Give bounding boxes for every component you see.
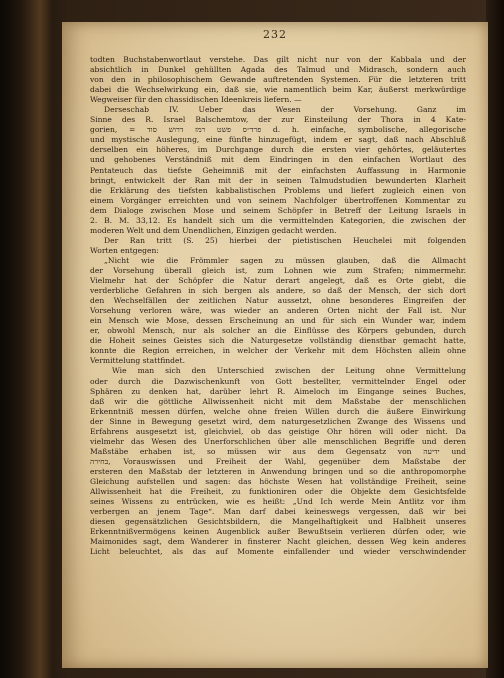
text-line: „Nicht wie die Frömmler sagen zu müssen glauben, daß die Allmacht bbox=[104, 255, 466, 265]
text-line: Erfahrens ausgesetzt ist, gleichviel, ob das geistige Ohr hören will oder nicht. Da bbox=[90, 426, 466, 436]
text-line: Maßstäbe erhaben ist, so müssen wir aus dem Gegensatz von ידיעה und bbox=[90, 446, 466, 456]
text-line: seines Wissens zu entrücken, wie es heißt: „Und Ich werde Mein Antlitz vor ihm bbox=[90, 497, 466, 507]
text-line: dabei die Wechselwirkung ein, daß sie, wie namentlich beim Kar, äußerst merkwürdige bbox=[90, 85, 466, 95]
text-line: Maimonides sagt, dem Wanderer in finsterer Nacht gleichen, dessen Weg kein anderes bbox=[90, 537, 466, 547]
text-line: vielmehr das Wesen des Unerforschlichen über alle menschlichen Begriffe und deren bbox=[90, 436, 466, 446]
text-line: Der Ran tritt (S. 25) hierbei der pietistischen Heuchelei mit folgenden bbox=[104, 235, 466, 245]
text-line: verderbliche Gefahren in sich bergen als andere, so daß der Mensch, der sich dort bbox=[90, 286, 466, 296]
text-line: und gehobenes Verständniß mit dem Eindringen in den einfachen Wortlaut des bbox=[90, 155, 466, 165]
book-edge bbox=[486, 0, 504, 678]
text-line: die Erklärung des tiefsten kabbalistischen Problems und liefert zugleich einen von bbox=[90, 185, 466, 195]
text-line: Allwissenheit hat die Freiheit, zu funktioniren oder die Objekte dem Gesichtsfelde bbox=[90, 487, 466, 497]
text-line: Derseschab IV. Ueber das Wesen der Vorsehung. Ganz im bbox=[104, 105, 466, 115]
text-line: todten Buchstabenwortlaut verstehe. Das gilt nicht nur von der Kabbala und der bbox=[90, 55, 466, 64]
text-line: daß wir die göttliche Allwissenheit nicht mit dem Maßstabe der menschlichen bbox=[90, 396, 466, 406]
text-line: der Sinne in Bewegung gesetzt wird, dem naturgesetzlichen Zwange des Wissens und bbox=[90, 416, 466, 426]
text-line: Sphären zu denken hat, darüber lehrt R. Aimeloch im Eingange seines Buches, bbox=[90, 386, 466, 396]
text-line: Licht beleuchtet, als das auf Momente einfallender und wieder verschwindender bbox=[90, 547, 466, 557]
text-line: gorien, = פרד״ס פשט רמז דרוש סוד d. h. einfache, symbolische, allegorische bbox=[90, 125, 466, 135]
text-line: ersteren den Maßstab der letzteren in Anwendung bringen und so die anthropomorphe bbox=[90, 466, 466, 476]
page-text-block bbox=[90, 55, 466, 557]
book-page bbox=[62, 22, 488, 668]
text-line: der Vorsehung überall gleich ist, zum Lohnen wie zum Strafen; nimmermehr. bbox=[90, 265, 466, 275]
text-line: konnte die Region erreichen, in welcher der Verkehr mit dem Höchsten allein ohne bbox=[90, 346, 466, 356]
text-line: oder durch die Dazwischenkunft von Gott bestellter, vermittelnder Engel oder bbox=[90, 376, 466, 386]
text-line: den Wechselfällen der zeitlichen Natur aussetzt, ohne besonderes Eingreifen der bbox=[90, 296, 466, 306]
text-line: derselben ein höheres, im Durchgange durch die ersten vier gehörtes, geläutertes bbox=[90, 145, 466, 155]
text-line: und mystische Auslegung, eine fünfte hinzugefügt, indem er sagt, daß nach Abschluß bbox=[90, 135, 466, 145]
book-spine-shadow bbox=[0, 0, 70, 678]
text-line: diesen gegensätzlichen Gesichtsbildern, die Mangelhaftigkeit und Halbheit unseres bbox=[90, 517, 466, 527]
text-line: Wie man sich den Unterschied zwischen der Leitung ohne Vermittelung bbox=[112, 366, 466, 376]
text-line: moderen Welt und dem Unendlichen, Einzigen gedacht werden. bbox=[90, 225, 337, 235]
text-line: Wegweiser für den chassidischen Ideenkreis liefern. — bbox=[90, 95, 302, 105]
page-number: 232 bbox=[263, 28, 287, 41]
text-line: absichtlich in Dunkel gehüllten Agada des Talmud und Midrasch, sondern auch bbox=[90, 65, 466, 75]
text-line: er, obwohl Mensch, nur als solcher an die Einflüsse des Körpers gebunden, durch bbox=[90, 326, 466, 336]
text-line: בחירה, Vorauswissen und Freiheit der Wahl, gegenüber dem Maßstabe der bbox=[90, 456, 466, 466]
text-line: Worten entgegen: bbox=[90, 245, 159, 255]
text-line: Gleichung aufstellen und sagen: das höchste Wesen hat vollständige Freiheit, seine bbox=[90, 476, 466, 486]
text-line: ein Mensch wie Mose, dessen Erscheinung an und für sich ein Wunder war, indem bbox=[90, 316, 466, 326]
text-line: einem Vorgänger erreichten und von seinem Nachfolger übertroffenen Kommentar zu bbox=[90, 195, 466, 205]
text-line: von den in philosophischem Gewande auftretenden Systemen. Für die letzteren tritt bbox=[90, 75, 466, 85]
text-line: Vermittelung stattfindet. bbox=[90, 356, 185, 366]
text-line: Erkenntniß messen dürfen, welche ohne freien Willen durch die äußere Einwirkung bbox=[90, 406, 466, 416]
text-line: 2. B. M. 33,12. Es handelt sich um die vermittelnden Kategorien, die zwischen der bbox=[90, 215, 466, 225]
text-line: Sinne des R. Israel Balschemtow, der zur Einsteilung der Thora in 4 Kate- bbox=[90, 115, 466, 125]
text-line: dem Dialoge zwischen Mose und seinem Schöpfer in Betreff der Leitung Israels in bbox=[90, 205, 466, 215]
text-line: Vielmehr hat der Schöpfer die Natur derart angelegt, daß es Orte giebt, die bbox=[90, 276, 466, 286]
text-line: verbergen an jenem Tage“. Man darf dabei keineswegs vergessen, daß wir bei bbox=[90, 507, 466, 517]
text-line: Vorsehung verloren wäre, was wieder an anderen Orten nicht der Fall ist. Nur bbox=[90, 306, 466, 316]
text-line: bringt, entwickelt der Ran mit der in seinen Talmudstudien bewunderten Klarheit bbox=[90, 175, 466, 185]
text-line: Erkenntnißvermögens keinen Augenblick außer Bewußtsein verlieren dürfen oder, wie bbox=[90, 527, 466, 537]
text-line: die Hoheit seines Geistes sich die Naturgesetze vollständig dienstbar gemacht hatte, bbox=[90, 336, 466, 346]
text-line: Pentateuch das tiefste Geheimniß mit der einfachsten Auffassung in Harmonie bbox=[90, 165, 466, 175]
